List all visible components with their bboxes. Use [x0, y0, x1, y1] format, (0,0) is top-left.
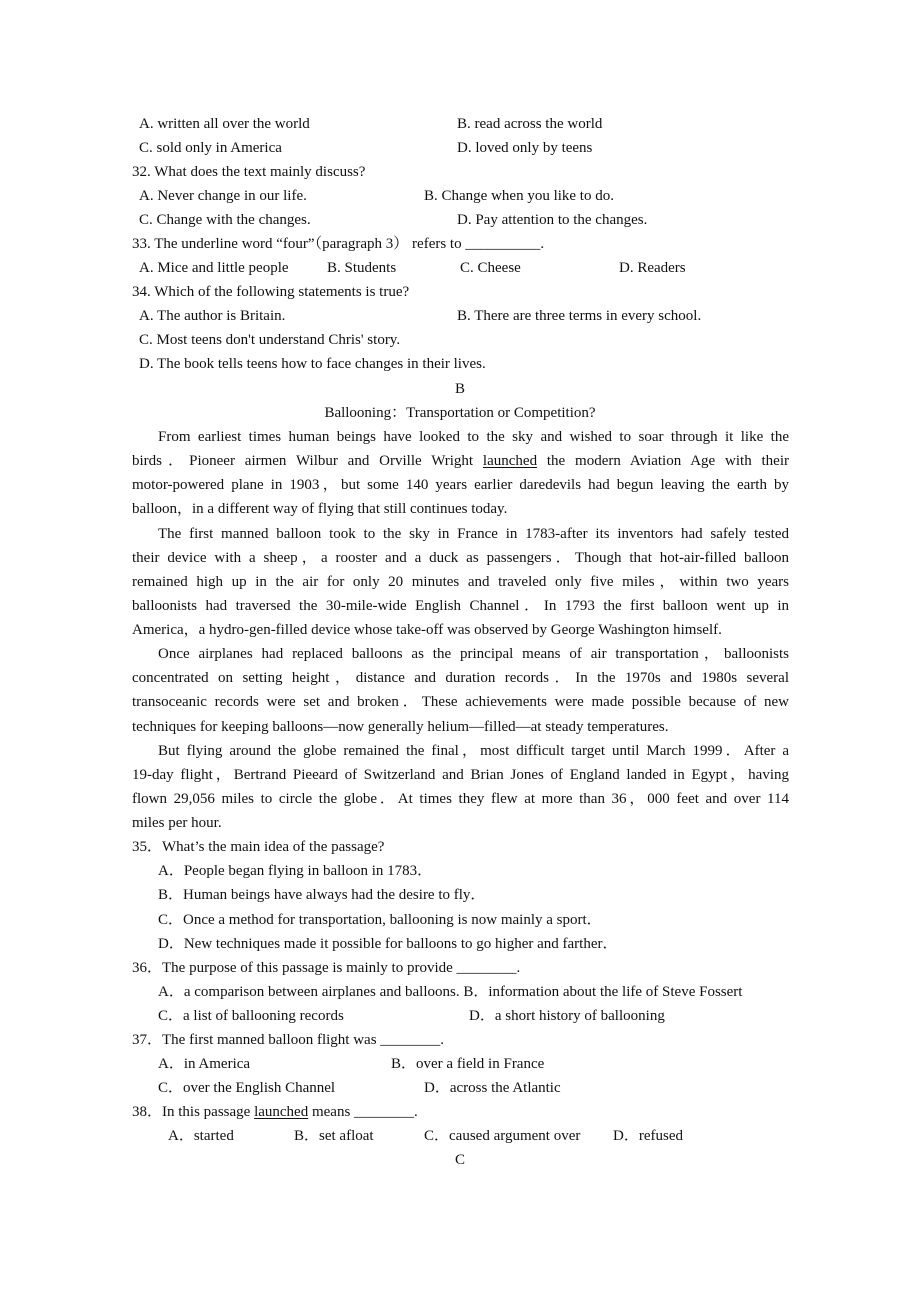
- p4-line-4: miles per hour.: [132, 815, 222, 831]
- q33-stem: 33. The underline word “four”（paragraph 3） refers to __________.: [132, 236, 545, 252]
- section-c-letter: C: [454, 1152, 465, 1168]
- q33-option-c: C. Cheese: [460, 260, 521, 276]
- q38-stem: [132, 1100, 418, 1124]
- q36-option-c: C．a list of ballooning records: [158, 1008, 344, 1024]
- q37-option-b: B．over a field in France: [391, 1056, 545, 1072]
- launched-underlined-word: launched: [482, 453, 538, 469]
- p1-line-2-pre: birds．Pioneer airmen Wilbur and Orville Wright: [132, 453, 474, 469]
- passage-title: Ballooning：Transportation or Competition?: [324, 405, 596, 421]
- q38-option-b: B．set afloat: [294, 1128, 374, 1144]
- q35-stem: 35．What’s the main idea of the passage?: [132, 839, 385, 855]
- q32-option-b: B. Change when you like to do.: [424, 188, 614, 204]
- q35-option-d: D．New techniques made it possible for balloons to go higher and farther．: [158, 936, 618, 952]
- q33-option-a: A. Mice and little people: [139, 260, 289, 276]
- q32-option-d: D. Pay attention to the changes.: [457, 212, 648, 228]
- q33-option-d: D. Readers: [619, 260, 686, 276]
- p3-line-4: techniques for keeping balloons—now generally helium—filled—at steady temperatures.: [132, 719, 669, 735]
- q35-option-c: C．Once a method for transportation, ballooning is now mainly a sport．: [158, 912, 602, 928]
- p2-line-2: their device with a sheep，a rooster and a duck as passengers．Though that hot-air-filled balloon: [132, 550, 789, 566]
- q35-option-a: A．People began flying in balloon in 1783．: [158, 863, 433, 879]
- q31-option-b: B. read across the world: [457, 116, 603, 132]
- section-b-letter: B: [454, 381, 465, 397]
- p4-line-2: 19-day flight，Bertrand Pieeard of Switzerland and Brian Jones of England landed in Egypt，having: [132, 767, 789, 783]
- q38-option-c: C．caused argument over: [424, 1128, 581, 1144]
- q38-stem-pre: 38．In this passage: [132, 1104, 251, 1120]
- p4-line-3: flown 29,056 miles to circle the globe．At times they flew at more than 36，000 feet and over 114: [132, 791, 789, 807]
- p4-line-1: But flying around the globe remained the final，most difficult target until March 1999．After a: [158, 743, 789, 759]
- q37-option-c: C．over the English Channel: [158, 1080, 336, 1096]
- p3-line-3: transoceanic records were set and broken．These achievements were made possible because of new: [132, 694, 789, 710]
- q31-option-c: C. sold only in America: [139, 140, 282, 156]
- p1-line-2: [132, 449, 789, 473]
- q34-stem: 34. Which of the following statements is true?: [132, 284, 410, 300]
- q37-option-d: D．across the Atlantic: [424, 1080, 561, 1096]
- p1-line-1: From earliest times human beings have looked to the sky and wished to soar through it like the: [158, 429, 789, 445]
- q36-stem: 36．The purpose of this passage is mainly to provide ________.: [132, 960, 521, 976]
- p2-line-1: The first manned balloon took to the sky in France in 1783-after its inventors had safely tested: [158, 526, 789, 542]
- q32-option-a: A. Never change in our life.: [139, 188, 307, 204]
- q32-stem: 32. What does the text mainly discuss?: [132, 164, 366, 180]
- q33-option-b: B. Students: [327, 260, 397, 276]
- q37-option-a: A．in America: [158, 1056, 251, 1072]
- p3-line-1: Once airplanes had replaced balloons as the principal means of air transportation，balloonists: [158, 646, 789, 662]
- q38-option-d: D．refused: [613, 1128, 683, 1144]
- q34-option-d: D. The book tells teens how to face changes in their lives.: [139, 356, 486, 372]
- p3-line-2: concentrated on setting height，distance and duration records．In the 1970s and 1980s several: [132, 670, 789, 686]
- q32-option-c: C. Change with the changes.: [139, 212, 311, 228]
- q31-option-d: D. loved only by teens: [457, 140, 593, 156]
- q34-option-a: A. The author is Britain.: [139, 308, 286, 324]
- q37-stem: 37．The first manned balloon flight was ________.: [132, 1032, 445, 1048]
- q36-option-d: D．a short history of ballooning: [469, 1008, 665, 1024]
- p1-line-3: motor-powered plane in 1903，but some 140 years earlier daredevils had begun leaving the earth by: [132, 477, 789, 493]
- p2-line-5: America，a hydro-gen-filled device whose take-off was observed by George Washington himself.: [132, 622, 722, 638]
- q31-option-a: A. written all over the world: [139, 116, 310, 132]
- q38-option-a: A．started: [168, 1128, 234, 1144]
- q34-option-c: C. Most teens don't understand Chris' story.: [139, 332, 401, 348]
- p1-line-2-post: the modern Aviation Age with their: [546, 453, 790, 469]
- p2-line-3: remained high up in the air for only 20 minutes and traveled only five miles，within two years: [132, 574, 789, 590]
- p1-line-4: balloon，in a different way of flying that still continues today.: [132, 501, 508, 517]
- q35-option-b: B．Human beings have always had the desire to fly．: [158, 887, 486, 903]
- q36-option-ab: A．a comparison between airplanes and balloons. B．information about the life of Steve Fossert: [158, 984, 743, 1000]
- q38-stem-post: means ________.: [311, 1104, 418, 1120]
- q38-underlined-word: launched: [254, 1104, 309, 1120]
- q34-option-b: B. There are three terms in every school.: [457, 308, 702, 324]
- p2-line-4: balloonists had traversed the 30-mile-wide English Channel．In 1793 the first balloon went up in: [132, 598, 789, 614]
